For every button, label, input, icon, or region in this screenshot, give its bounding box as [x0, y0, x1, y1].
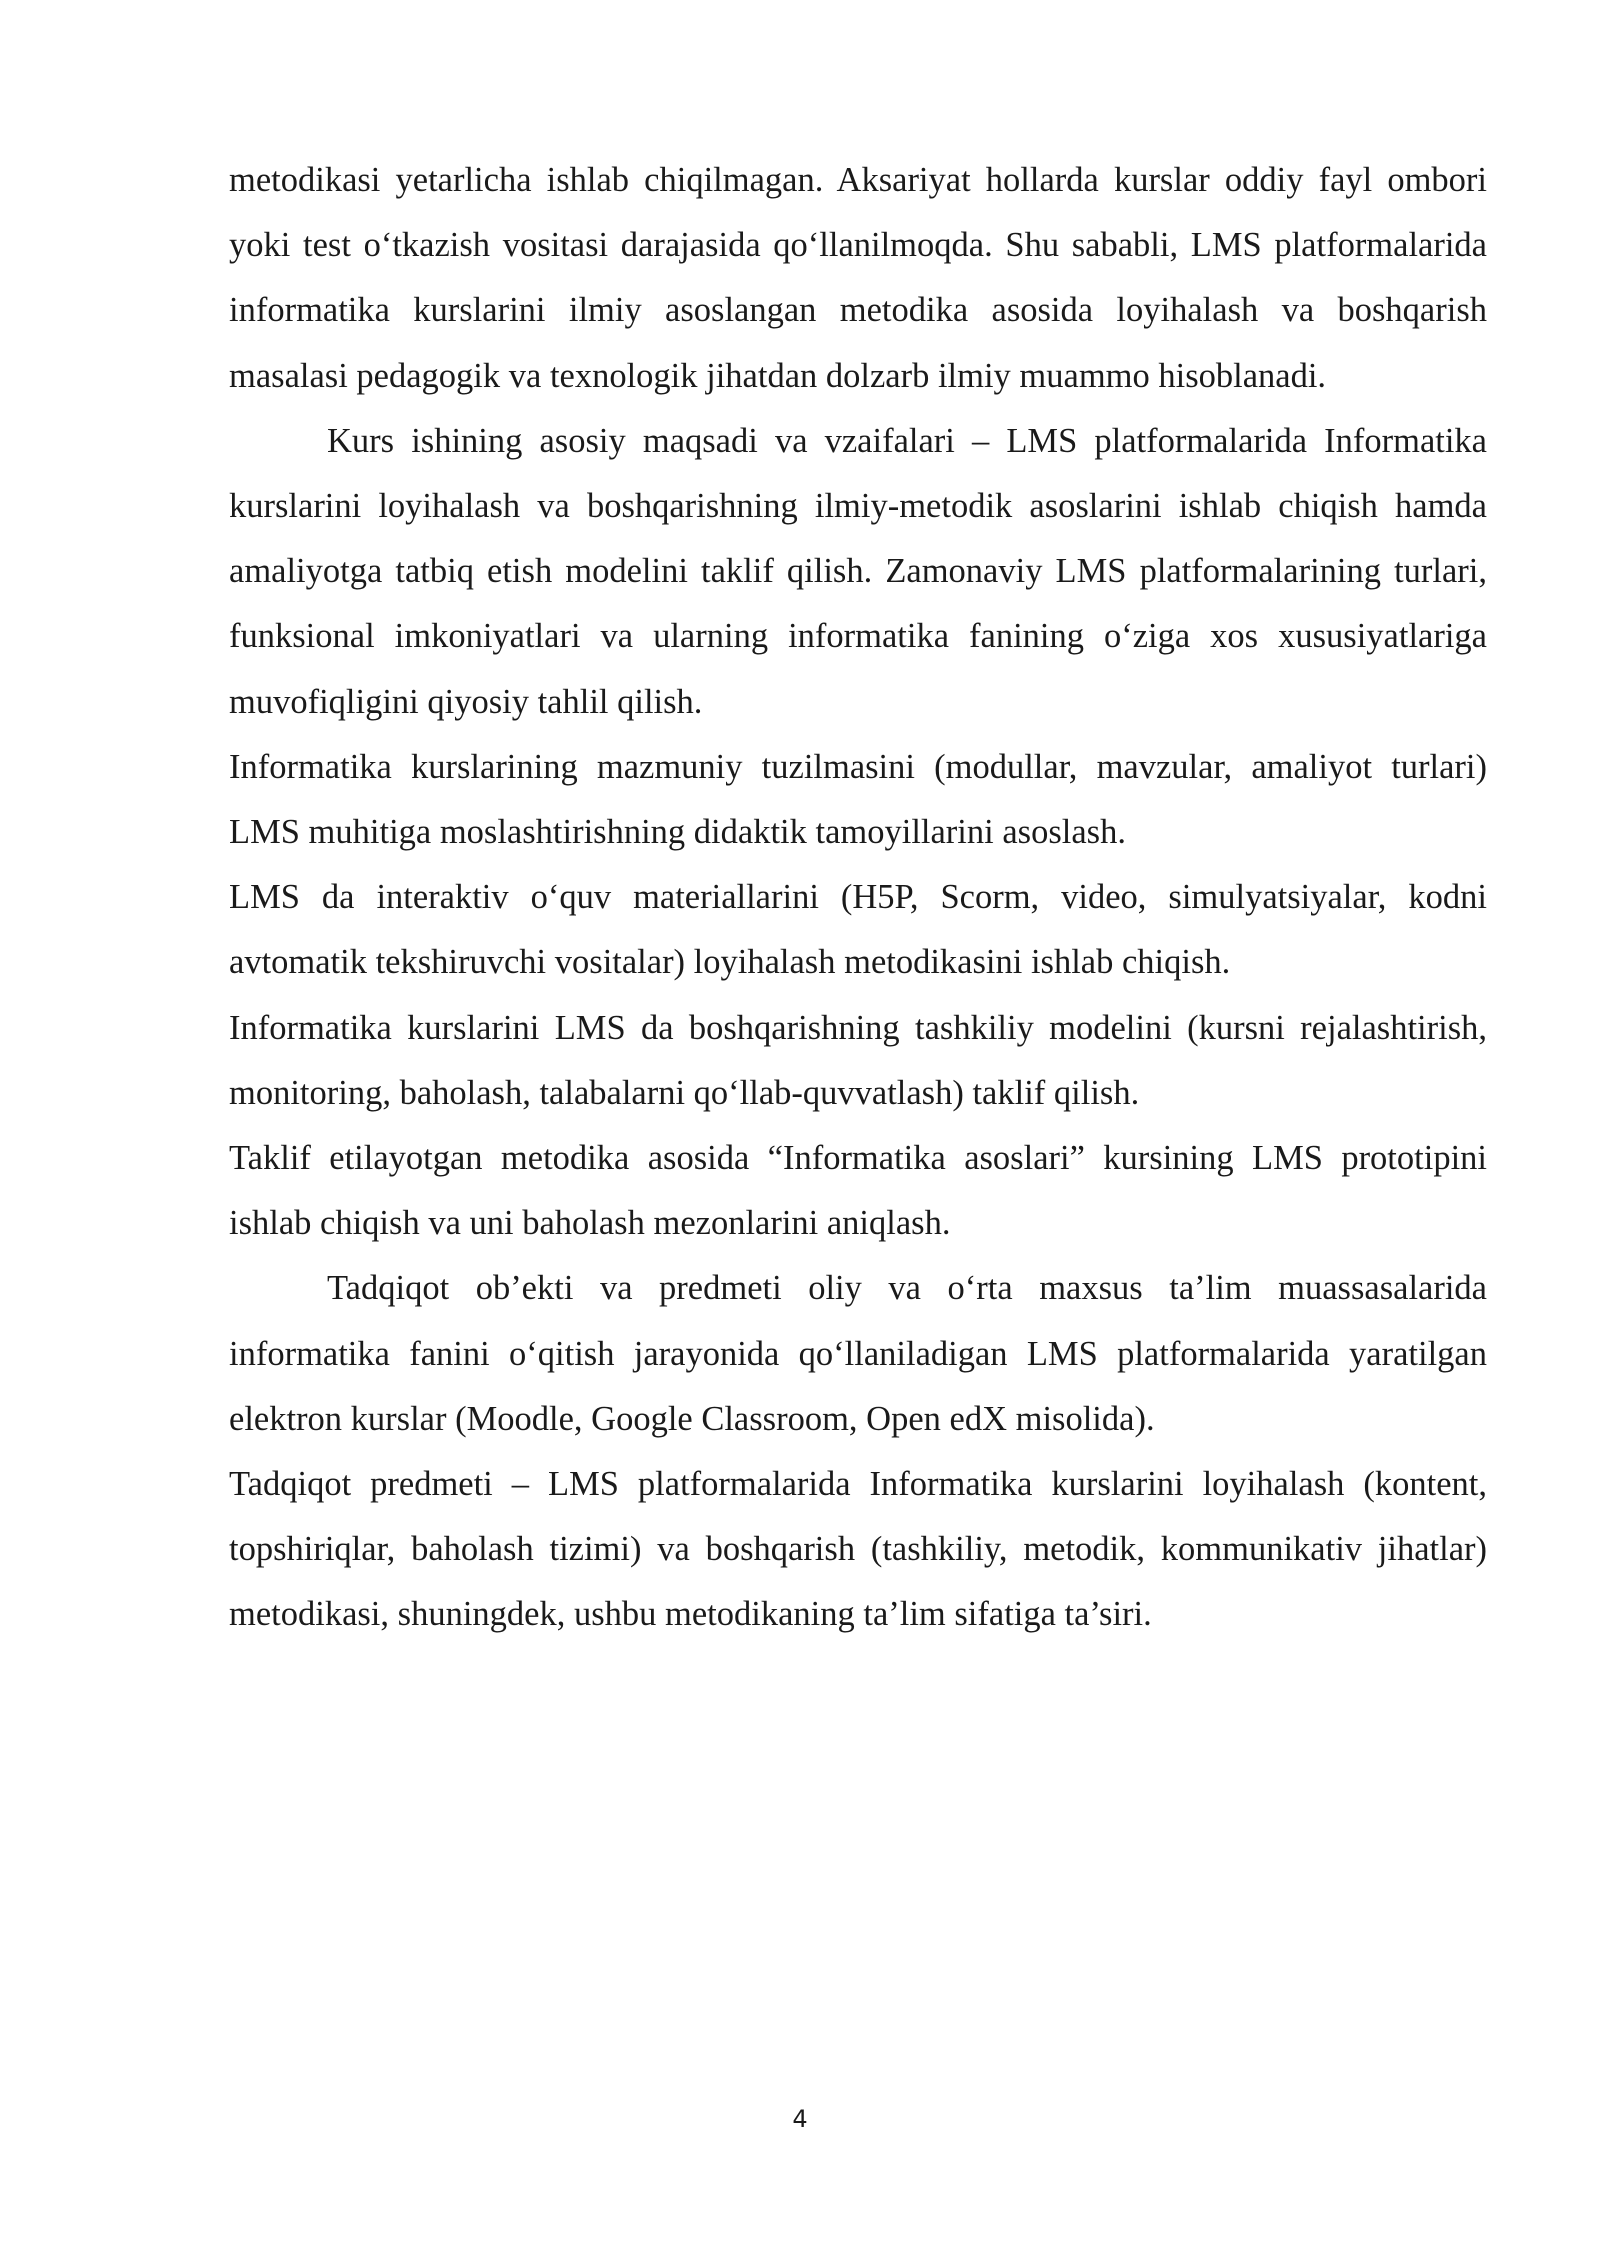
- paragraph-task-prototype: Taklif etilayotgan metodika asosida “Informatika asoslari” kursining LMS prototipini ishlab chiqish va uni baholash mezonlarini aniqlash.: [229, 1139, 1487, 1243]
- paragraph-task-interactive-materials: LMS da interaktiv o‘quv materiallarini (H5P, Scorm, video, simulyatsiyalar, kodni avtomatik tekshiruvchi vositalar) loyihalash metodikasini ishlab chiqish.: [229, 878, 1487, 982]
- paragraph-goals-and-tasks: Kurs ishining asosiy maqsadi va vzaifalari – LMS platformalarida Informatika kurslarini loyihalash va boshqarishning ilmiy-metodik asoslarini ishlab chiqish hamda amaliyotga tatbiq etish modelini taklif qilish. Zamonaviy LMS platformalarining turlari, funksional imkoniyatlari va ularning informatika fanining o‘ziga xos xususiyatlariga muvofiqligini qiyosiy tahlil qilish.: [229, 421, 1487, 721]
- body-text: [229, 148, 1487, 1648]
- paragraph-task-management-model: Informatika kurslarini LMS da boshqarishning tashkiliy modelini (kursni rejalashtirish, monitoring, baholash, talabalarni qo‘llab-quvvatlash) taklif qilish.: [229, 1008, 1487, 1112]
- paragraph-research-object: Tadqiqot ob’ekti va predmeti oliy va o‘rta maxsus ta’lim muassasalarida informatika fanini o‘qitish jarayonida qo‘llaniladigan LMS platformalarida yaratilgan elektron kurslar (Moodle, Google Classroom, Open edX misolida).: [229, 1269, 1487, 1438]
- paragraph-research-subject: Tadqiqot predmeti – LMS platformalarida Informatika kurslarini loyihalash (kontent, topshiriqlar, baholash tizimi) va boshqarish (tashkiliy, metodik, kommunikativ jihatlar) metodikasi, shuningdek, ushbu metodikaning ta’lim sifatiga ta’siri.: [229, 1465, 1487, 1634]
- paragraph-problem-statement: metodikasi yetarlicha ishlab chiqilmagan. Aksariyat hollarda kurslar oddiy fayl ombori yoki test o‘tkazish vositasi darajasida qo‘llanilmoqda. Shu sababli, LMS platformalarida informatika kurslarini ilmiy asoslangan metodika asosida loyihalash va boshqarish masalasi pedagogik va texnologik jihatdan dolzarb ilmiy muammo hisoblanadi.: [229, 161, 1487, 395]
- paragraph-task-content-structure: Informatika kurslarining mazmuniy tuzilmasini (modullar, mavzular, amaliyot turlari) LMS muhitiga moslashtirishning didaktik tamoyillarini asoslash.: [229, 747, 1487, 852]
- page-number: 4: [792, 2105, 808, 2133]
